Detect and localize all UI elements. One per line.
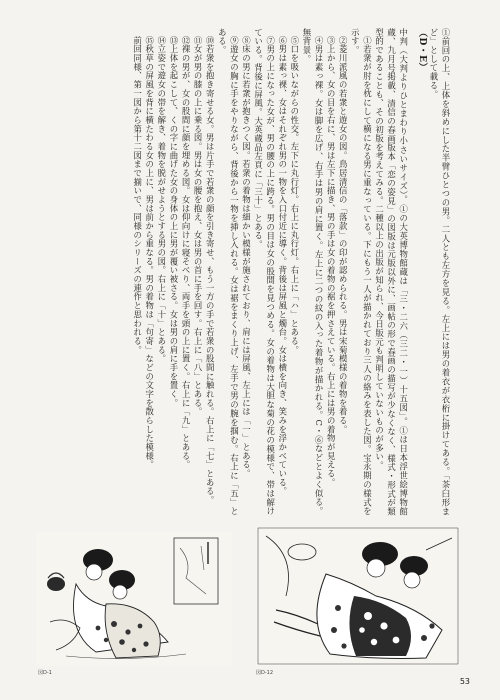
paragraph: ⑬上体を起こして、くの字に曲げた女の身体の上に男が覆い被さる。女は男の肩に手を置く。 bbox=[168, 36, 179, 408]
paragraph: ⑨遊女の胸に手をやりながら、背後から一物を挿し入れる。女は裾をまくり上げ、左手で男の腕を掴む。右上に「五」とある。 bbox=[217, 28, 240, 516]
paragraph: ④男は素っ裸。女は脚を広げ、右手は男の肩に置く。左上に二つの紋の入った着物が描かれる。C・⑥などとよく似る。無背景。 bbox=[301, 28, 325, 516]
paragraph: ⑥男は素っ裸、女はそれぞれ男の一物を入口付近に導く。背後は屏風と燭台。女は横を向き、笑みを浮かべている。 bbox=[277, 36, 288, 497]
page-number: 53 bbox=[459, 677, 470, 686]
figure-d-1-woodblock-print bbox=[36, 532, 232, 666]
body-text-column bbox=[42, 28, 452, 516]
paragraph: ③上から、女の目を右に、男は左下に描き、男の手は女の着物の裾を押さえている。右上には男の着物が見える。 bbox=[326, 36, 337, 488]
paragraph: ⑦男の上になった女が、男の腰の上に跨る。男の目は女の股間を見つめる。女の着物は大胆な菊の花の模様で、帯は解けている。背後に屏風。大英蔵品左頁に「三十」とある。 bbox=[253, 28, 276, 516]
paragraph: ①前回の上、上体を斜めにした半臂ひとつの男。二人とも左方を見る。左上には男の着衣が衣桁に掛けてある。「茶臼形まど」として載る。 bbox=[428, 28, 451, 516]
paragraph: 前回同様、第一図から第十二図まで揃いで、同様のシリーズの連作と思われる。 bbox=[132, 36, 143, 355]
paragraph: ⑪女が男の膝の上に乗る図。男は女の腰を抱え、女は男の首に手を回す。右上に「八」とある。 bbox=[193, 36, 204, 417]
paragraph: ⑭立姿で遊女の帯を解き、着物を脱がせようとする男の図。右上に「十」とある。 bbox=[156, 36, 167, 364]
paragraph: ⑫裸の男が、女の股間に顔を埋める図。女は仰向けに寝そべり、両手を頭の上に置く。右上に「九」とある。 bbox=[181, 36, 192, 470]
section-heading: （D・E） bbox=[416, 28, 427, 72]
paragraph: ②菱川派風の若衆と遊女の図。鳥居清信の「落款」の印が認められる。男は宋菊模様の着物を着る。 bbox=[338, 36, 349, 435]
figure-caption-left: 図D-1 bbox=[38, 670, 52, 676]
paragraph: ⑮秋草の屏風を背に横たわる女の上に、男は前から重なる。男の着物は「句寄」などの文字を散らした模様。 bbox=[144, 36, 155, 470]
figure-d-12-woodblock-print bbox=[256, 526, 460, 666]
figure-caption-right: 図D-12 bbox=[256, 670, 274, 676]
paragraph: ⑩若衆を抱き寄せる女。男は片手で若衆の顔を引き寄せ、もう一方の手で若衆の股間に触れる。右上に「七」とある。 bbox=[205, 36, 216, 505]
paragraph: ⑤口を吸いながらの性交。左下に丸行灯。右上に丸行灯。右上に「ハ」とある。 bbox=[289, 36, 300, 355]
paragraph: 中判（大判よりひとまわり小さいサイズ）。①の大英博物館蔵は「三・二六（三二・一）十五図」。①は日本浮世絵博物館蔵、九月号掲載、清信の春画版本「恋の姿見」の図版は元版以外に、画帖の形で春画の描写が少なくなく、様式・形式が類型的であることも、その初版を考えてみる。二種以上の出版が知られ、今日版元も判明していないものが多い。 bbox=[374, 28, 409, 516]
paragraph: ⑧床の男に若衆が抱きつく図。若衆の着物は細かい模様が施されており、肩には屏風、左上には「一」とある。 bbox=[241, 36, 252, 479]
paragraph: ①若衆が肘を枕にして横になる男に重なっている。下にもう一人が描かれており三人の絡みを表した図。宝永期の様式を示す。 bbox=[350, 28, 373, 516]
